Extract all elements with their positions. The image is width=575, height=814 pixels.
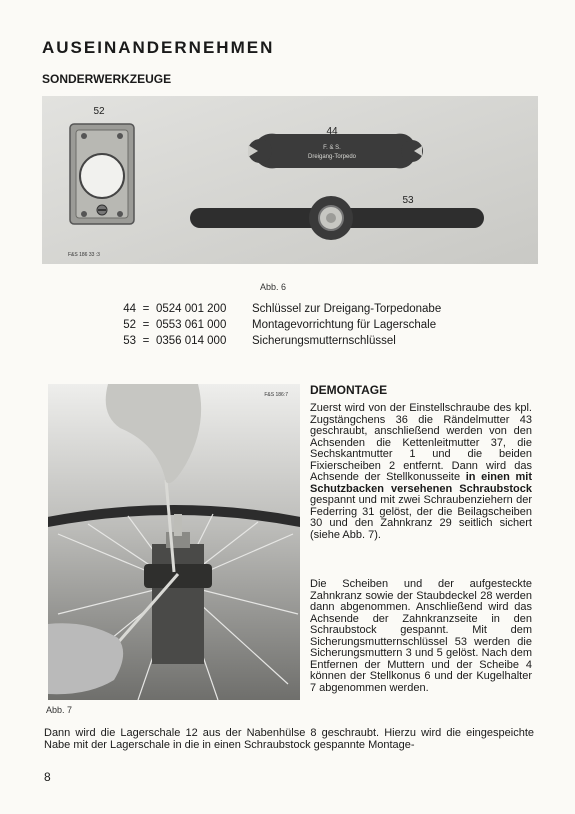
parts-row: [112, 334, 441, 350]
section-subtitle: SONDERWERKZEUGE: [42, 72, 172, 86]
equals-sign: =: [142, 335, 150, 347]
hub-disassembly-illustration: [48, 384, 300, 700]
callout-52: 52: [93, 106, 105, 117]
part-number: 44: [123, 303, 136, 315]
wrench-engraving-maker: F. & S.: [323, 145, 341, 151]
parts-row: [112, 318, 441, 334]
special-tools-illustration: [42, 96, 538, 264]
parts-row: [112, 302, 441, 318]
figure-7-caption: Abb. 7: [46, 705, 73, 715]
part-code: 0553 061 000: [156, 319, 227, 331]
part-description: Montagevorrichtung für Lagerschale: [252, 319, 437, 331]
torpedo-hub-wrench-44: [248, 134, 423, 169]
paragraph-2: Die Scheiben und der aufgesteckte Zahnkranz sowie der Staubdeckel 28 werden dann abgenommen. Anschließend wird das Achsende der Zahnkranzseite in den Schraubstock gespannt. Mit dem Sicherungsmutternschlüssel 53 werden die Sicherungsmuttern 3 und 5 gelöst. Nach dem Entfernen der Muttern und der Scheibe 4 können der Stellkonus 6 und der Kugelhalter 7 abgenommen werden.: [310, 578, 532, 694]
part-code: 0356 014 000: [156, 335, 227, 347]
part-number: 52: [123, 319, 136, 331]
hub-disassembly-photo: [48, 384, 300, 700]
photo-stamp: F&S 186:7: [264, 392, 288, 398]
mounting-fixture-tool-52: [70, 124, 134, 224]
part-code: 0524 001 200: [156, 303, 227, 315]
paragraph-1-emphasis: in einen mit Schutzbacken versehenen Schraubstock: [310, 471, 532, 495]
paragraph-3: Dann wird die Lagerschale 12 aus der Nabenhülse 8 geschraubt. Hierzu wird die eingespeichte Nabe mit der Lagerschale in die in einen Schraubstock gespannte Montage-: [44, 727, 534, 751]
figure-6-caption: Abb. 6: [260, 282, 287, 292]
special-tools-photo: [42, 96, 538, 264]
equals-sign: =: [142, 319, 150, 331]
wrench-engraving-model: Dreigang-Torpedo: [307, 154, 357, 160]
callout-53: 53: [402, 195, 414, 206]
part-description: Sicherungsmutternschlüssel: [252, 335, 396, 347]
parts-list: [112, 302, 441, 350]
part-description: Schlüssel zur Dreigang-Torpedonabe: [252, 303, 442, 315]
paragraph-1: [310, 403, 532, 541]
paragraph-1-text-a: Zuerst wird von der Einstellschraube des kpl. Zugstängchens 36 die Rändelmutter 43 geschraubt, anschließend werden von den Achsenden die Kettenleitmutter 37, die Sechskantmutter 1 und die beiden Fixierscheiben 2 entfernt. Dann wird das Achsende der Stellkonusseite: [310, 402, 532, 483]
callout-44: 44: [326, 126, 338, 137]
page-title: AUSEINANDERNEHMEN: [42, 38, 275, 57]
equals-sign: =: [142, 303, 150, 315]
photo-stamp: F&S 186 33 :3: [68, 252, 100, 258]
section-heading: DEMONTAGE: [310, 383, 388, 397]
page-number: 8: [44, 770, 51, 784]
part-number: 53: [123, 335, 136, 347]
paragraph-1-text-b: gespannt und mit zwei Schraubenziehern der Federring 31 gelöst, der die Beilagscheiben 30 und den Zahnkranz 29 seitlich sichert (siehe Abb. 7).: [310, 494, 532, 541]
